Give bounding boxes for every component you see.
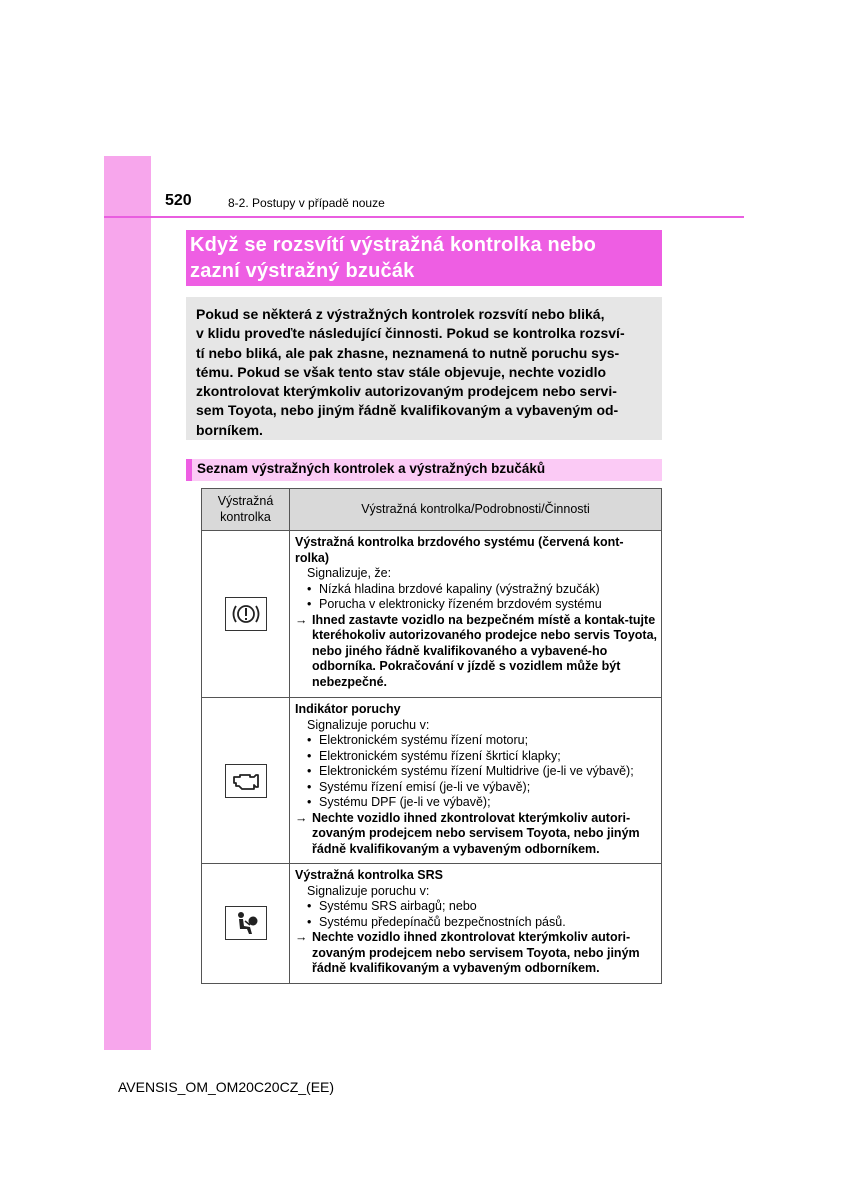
table-row: [202, 698, 662, 864]
intro-line: tému. Pokud se však tento stav stále objevuje, nechte vozidlo: [196, 363, 607, 380]
header-rule: [104, 216, 744, 218]
list-item: • Systému DPF (je-li ve výbavě);: [307, 795, 491, 809]
intro-line: sem Toyota, nebo jiným řádně kvalifikovaným a vybaveným od-: [196, 402, 619, 419]
section-title: [186, 230, 662, 286]
list-item: • Elektronickém systému řízení škrticí klapky;: [307, 748, 561, 763]
arrow-icon: →: [295, 810, 308, 825]
item-signal: Signalizuje, že:: [307, 566, 392, 580]
chapter-title: 8-2. Postupy v případě nouze: [228, 196, 385, 210]
item-title: Indikátor poruchy: [295, 702, 401, 716]
table-header-indicator: Výstražná kontrolka: [202, 489, 290, 531]
side-tab: [104, 156, 151, 1050]
item-title: Výstražná kontrolka SRS: [295, 868, 443, 882]
list-item: • Elektronickém systému řízení motoru;: [307, 733, 529, 747]
intro-line: v klidu proveďte následující činnosti. Pokud se kontrolka rozsví-: [196, 325, 625, 342]
section-title-line1: Když se rozsvítí výstražná kontrolka nebo: [190, 234, 597, 256]
item-signal: Signalizuje poruchu v:: [307, 883, 430, 898]
engine-check-icon: [225, 764, 267, 798]
indicator-cell: [202, 698, 290, 864]
details-cell: [290, 864, 662, 984]
intro-line: zkontrolovat kterýmkoliv autorizovaným prodejcem nebo servi-: [196, 383, 617, 400]
intro-line: borníkem.: [196, 421, 263, 438]
warning-table: [201, 488, 662, 984]
section-title-line2: zazní výstražný bzučák: [190, 260, 415, 282]
table-row: [202, 864, 662, 984]
item-action: → Nechte vozidlo ihned zkontrolovat kterýmkoliv autori-zovaným prodejcem nebo servisem Toyota, nebo jiným řádně kvalifikovaným a vybaveným odborníkem.: [295, 810, 640, 856]
list-item: • Systému řízení emisí (je-li ve výbavě);: [307, 779, 531, 794]
list-item: • Nízká hladina brzdové kapaliny (výstražný bzučák): [307, 581, 600, 596]
table-header-row: [202, 489, 662, 531]
table-row: [202, 531, 662, 698]
indicator-cell: [202, 531, 290, 698]
intro-line: tí nebo bliká, ale pak zhasne, neznamená to nutně poruchu sys-: [196, 344, 620, 361]
list-item: • Elektronickém systému řízení Multidrive (je-li ve výbavě);: [307, 764, 634, 778]
page-number: 520: [165, 192, 192, 209]
subsection-marker: [186, 459, 192, 481]
details-cell: [290, 698, 662, 864]
item-title: Výstražná kontrolka brzdového systému (červená kont-rolka): [295, 535, 624, 565]
indicator-cell: [202, 864, 290, 984]
subsection-heading: [186, 459, 662, 481]
item-action: → Ihned zastavte vozidlo na bezpečném místě a kontak-tujte kteréhokoliv autorizovaného prodejce nebo servis Toyota, nebo jiného řádně kvalifikovaného a vybavené-ho odborníka. Pokračování v jízdě s vozidlem může být nebezpečné.: [295, 612, 657, 689]
list-item: • Systému předepínačů bezpečnostních pásů.: [307, 914, 566, 929]
intro-note: [186, 297, 662, 440]
arrow-icon: →: [295, 930, 308, 944]
arrow-icon: →: [295, 612, 308, 627]
footer-code: AVENSIS_OM_OM20C20CZ_(EE): [118, 1079, 335, 1095]
intro-line: Pokud se některá z výstražných kontrolek rozsvítí nebo bliká,: [196, 306, 605, 322]
list-item: • Systému SRS airbagů; nebo: [307, 899, 477, 913]
details-cell: [290, 531, 662, 698]
srs-airbag-icon: [225, 906, 267, 940]
table-header-details: Výstražná kontrolka/Podrobnosti/Činnosti: [290, 489, 662, 531]
item-action: → Nechte vozidlo ihned zkontrolovat kterýmkoliv autori-zovaným prodejcem nebo servisem Toyota, nebo jiným řádně kvalifikovaným a vybaveným odborníkem.: [295, 930, 640, 975]
brake-warning-icon: [225, 597, 267, 631]
list-item: • Porucha v elektronicky řízeném brzdovém systému: [307, 597, 602, 611]
subsection-heading-text: Seznam výstražných kontrolek a výstražných bzučáků: [197, 461, 546, 476]
item-signal: Signalizuje poruchu v:: [307, 717, 430, 732]
